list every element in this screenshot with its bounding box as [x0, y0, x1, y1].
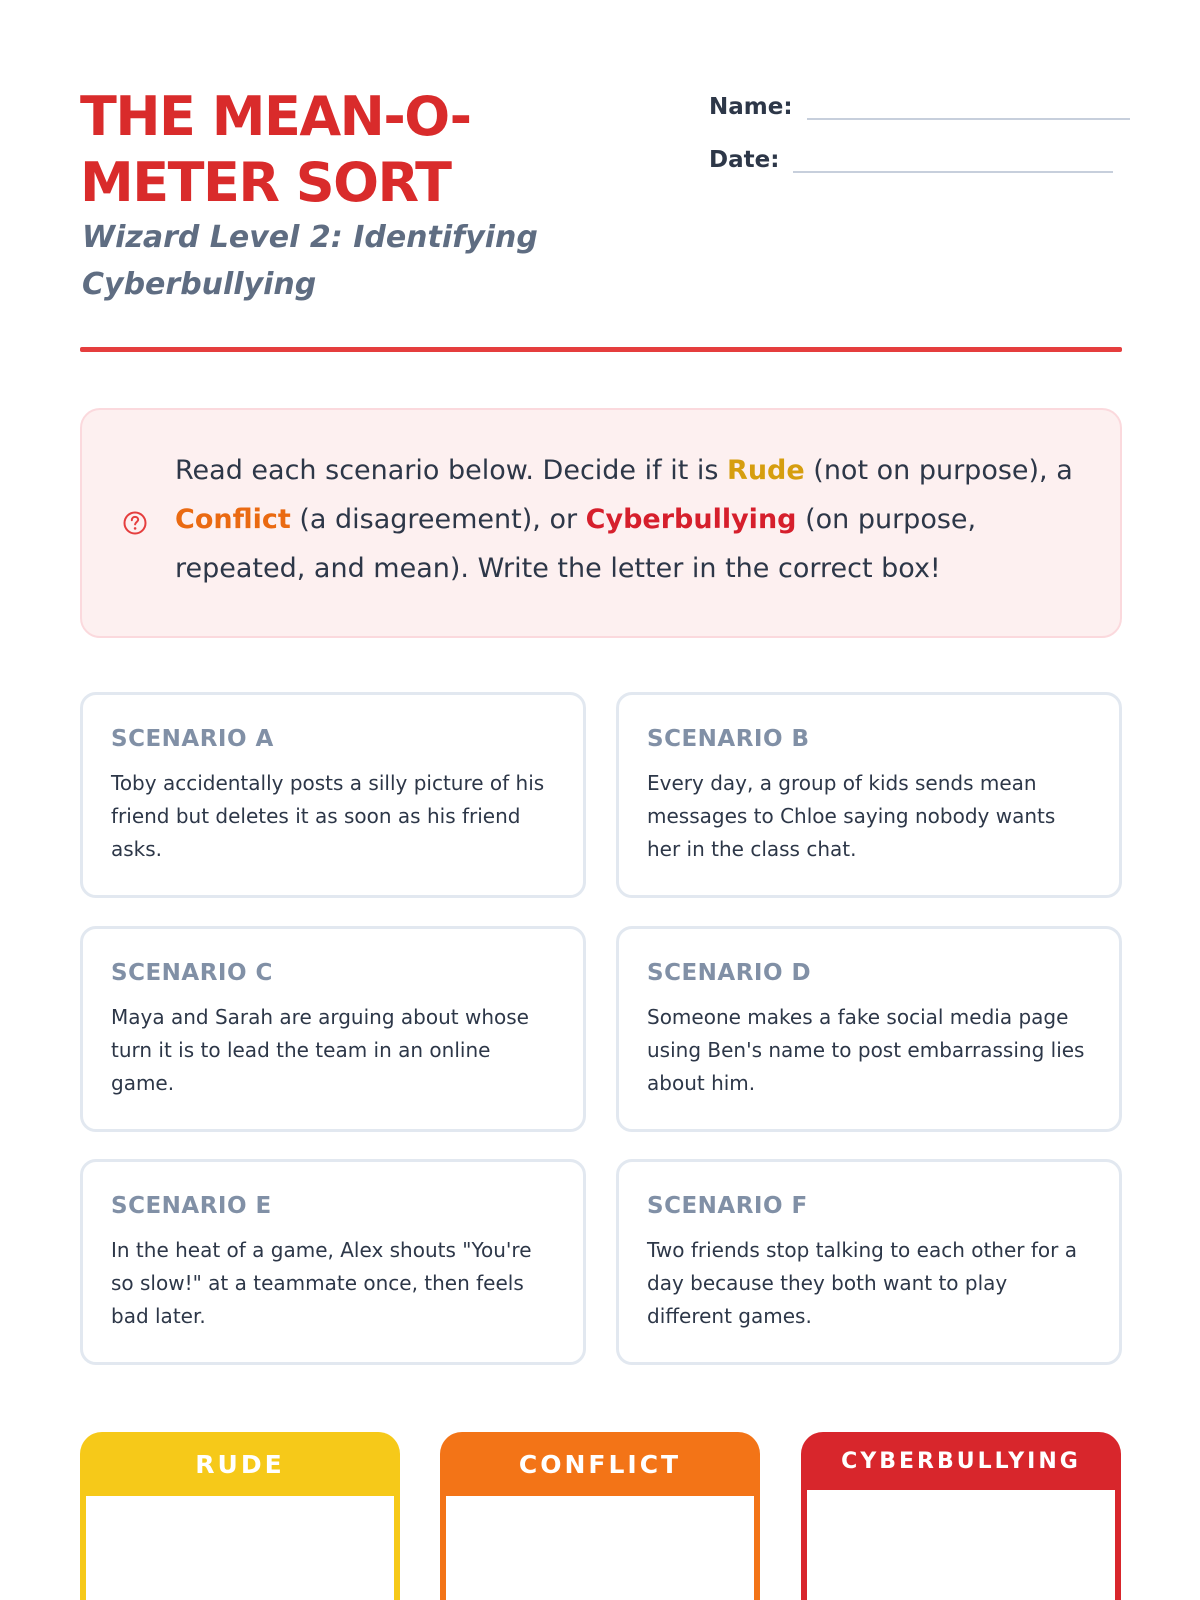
name-line[interactable] [807, 118, 1130, 120]
scenario-text: In the heat of a game, Alex shouts "You're so slow!" at a teammate once, then feels bad later. [111, 1238, 532, 1328]
bin-answer-area[interactable] [86, 1496, 394, 1600]
bin-answer-area[interactable] [446, 1496, 754, 1600]
bin-conflict [440, 1432, 760, 1600]
bin-cyberbullying [801, 1432, 1121, 1600]
scenario-title: SCENARIO B [647, 726, 810, 752]
scenario-text: Toby accidentally posts a silly picture of his friend but deletes it as soon as his friend asks. [111, 771, 545, 861]
scenario-text: Two friends stop talking to each other for a day because they both want to play different games. [647, 1238, 1077, 1328]
scenario-card-c [80, 926, 586, 1132]
keyword-conflict: Conflict [175, 504, 291, 535]
scenario-card-f [616, 1159, 1122, 1365]
keyword-rude: Rude [727, 455, 805, 486]
cyberbullying-description: (on purpose, repeated, and mean). Write the letter in the correct box! [175, 504, 977, 584]
question-circle-icon [122, 510, 148, 536]
date-line[interactable] [793, 171, 1113, 173]
date-label: Date: [709, 147, 780, 173]
scenario-title: SCENARIO C [111, 960, 273, 986]
instructions-text [175, 446, 1085, 593]
scenario-card-d [616, 926, 1122, 1132]
bin-label: CYBERBULLYING [841, 1448, 1081, 1474]
instructions-intro: Read each scenario below. Decide if it is [175, 455, 728, 486]
name-field[interactable] [709, 82, 1130, 122]
scenario-title: SCENARIO F [647, 1193, 808, 1219]
bin-label: CONFLICT [518, 1449, 682, 1479]
scenario-text: Someone makes a fake social media page using Ben's name to post embarrassing lies about him. [647, 1005, 1085, 1095]
bin-answer-area[interactable] [807, 1490, 1115, 1600]
header-divider [80, 347, 1122, 352]
scenario-title: SCENARIO E [111, 1193, 272, 1219]
conflict-description: (a disagreement), or [290, 504, 586, 535]
scenario-card-b [616, 692, 1122, 898]
page-subtitle: Wizard Level 2: Identifying Cyberbullying [82, 220, 538, 302]
scenario-title: SCENARIO D [647, 960, 812, 986]
scenario-title: SCENARIO A [111, 726, 274, 752]
rude-description: (not on purpose), a [804, 455, 1073, 486]
scenario-card-e [80, 1159, 586, 1365]
bin-rude [80, 1432, 400, 1600]
keyword-cyberbullying: Cyberbullying [585, 504, 797, 535]
scenario-text: Every day, a group of kids sends mean messages to Chloe saying nobody wants her in the class chat. [647, 771, 1056, 861]
scenario-text: Maya and Sarah are arguing about whose turn it is to lead the team in an online game. [111, 1005, 529, 1095]
bin-label: RUDE [195, 1449, 285, 1479]
instructions-box [80, 408, 1122, 638]
name-label: Name: [709, 94, 793, 120]
scenario-card-a [80, 692, 586, 898]
date-field[interactable] [709, 135, 1113, 175]
page-title: THE MEAN-O-METER SORT [80, 85, 471, 214]
